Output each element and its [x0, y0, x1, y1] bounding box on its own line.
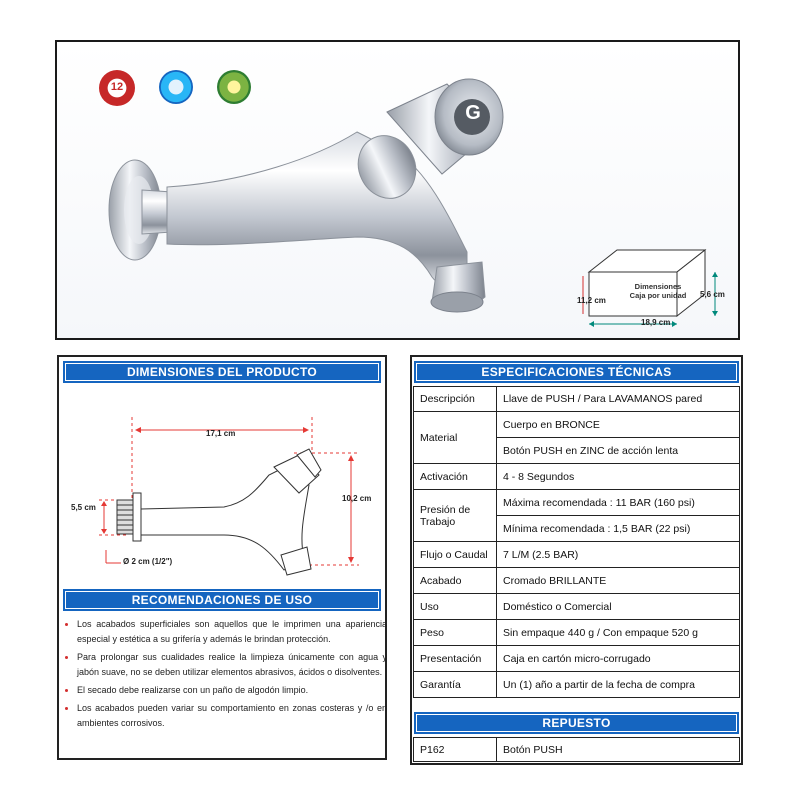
spec-value: Máxima recomendada : 11 BAR (160 psi)	[497, 490, 740, 516]
table-row	[414, 387, 740, 412]
recommendations-title: RECOMENDACIONES DE USO	[63, 589, 381, 611]
dimensions-panel	[57, 355, 387, 760]
repuesto-table	[413, 737, 740, 762]
recommendations-list	[65, 617, 387, 734]
recommendation-item: • Para prolongar sus cualidades realice la limpieza únicamente con agua y jabón suave, no se deben utilizar elementos abrasivos, ácidos o disolventes.	[77, 650, 387, 680]
table-row	[414, 646, 740, 672]
table-row	[414, 620, 740, 646]
spec-label: Activación	[414, 464, 497, 490]
specs-title: ESPECIFICACIONES TÉCNICAS	[414, 361, 739, 383]
box-label	[623, 282, 693, 300]
recommendation-item: • El secado debe realizarse con un paño de algodón limpio.	[77, 683, 387, 698]
table-row	[414, 594, 740, 620]
box-height-label: 5,6 cm	[700, 290, 725, 299]
repuesto-description: Botón PUSH	[497, 738, 740, 762]
table-row	[414, 738, 740, 762]
height-label: 10,2 cm	[342, 494, 372, 503]
box-width-label: 18,9 cm	[641, 318, 671, 327]
recommendation-item: • Los acabados pueden variar su comportamiento en zonas costeras y /o en ambientes corrosivos.	[77, 701, 387, 731]
spec-value: 4 - 8 Segundos	[497, 464, 740, 490]
spec-label: Peso	[414, 620, 497, 646]
table-row	[414, 568, 740, 594]
spec-value: Un (1) año a partir de la fecha de compra	[497, 672, 740, 698]
spec-label: Material	[414, 412, 497, 464]
spec-value: Caja en cartón micro-corrugado	[497, 646, 740, 672]
spec-value: Llave de PUSH / Para LAVAMANOS pared	[497, 387, 740, 412]
spec-value: Sin empaque 440 g / Con empaque 520 g	[497, 620, 740, 646]
dimensions-title: DIMENSIONES DEL PRODUCTO	[63, 361, 381, 383]
specs-panel	[410, 355, 743, 765]
spec-label: Descripción	[414, 387, 497, 412]
spec-value: 7 L/M (2.5 BAR)	[497, 542, 740, 568]
table-row	[414, 464, 740, 490]
spec-value: Cuerpo en BRONCE	[497, 412, 740, 438]
repuesto-code: P162	[414, 738, 497, 762]
spec-value: Botón PUSH en ZINC de acción lenta	[497, 438, 740, 464]
box-label-line2: Caja por unidad	[629, 291, 687, 300]
table-row	[414, 412, 740, 438]
faucet-logo: G	[465, 102, 481, 124]
spec-value: Cromado BRILLANTE	[497, 568, 740, 594]
product-image-panel	[55, 40, 740, 340]
box-depth-label: 11,2 cm	[577, 296, 606, 305]
spec-label: Presión de Trabajo	[414, 490, 497, 542]
spec-label: Presentación	[414, 646, 497, 672]
base-height-label: 5,5 cm	[71, 503, 96, 512]
dimensions-diagram	[59, 385, 385, 585]
spec-label: Garantía	[414, 672, 497, 698]
table-row	[414, 490, 740, 516]
box-label-line1: Dimensiones	[634, 282, 682, 291]
spec-label: Acabado	[414, 568, 497, 594]
recommendation-item: • Los acabados superficiales son aquellos que le imprimen una apariencia especial y estética a su grifería y además le brindan protección.	[77, 617, 387, 647]
diameter-label: Ø 2 cm (1/2")	[123, 557, 173, 566]
length-label: 17,1 cm	[206, 429, 236, 438]
spec-value: Doméstico o Comercial	[497, 594, 740, 620]
table-row	[414, 672, 740, 698]
repuesto-title: REPUESTO	[414, 712, 739, 734]
warranty-years: 12	[110, 81, 124, 93]
spec-label: Flujo o Caudal	[414, 542, 497, 568]
spec-value: Mínima recomendada : 1,5 BAR (22 psi)	[497, 516, 740, 542]
table-row	[414, 542, 740, 568]
spec-label: Uso	[414, 594, 497, 620]
specs-table	[413, 386, 740, 698]
